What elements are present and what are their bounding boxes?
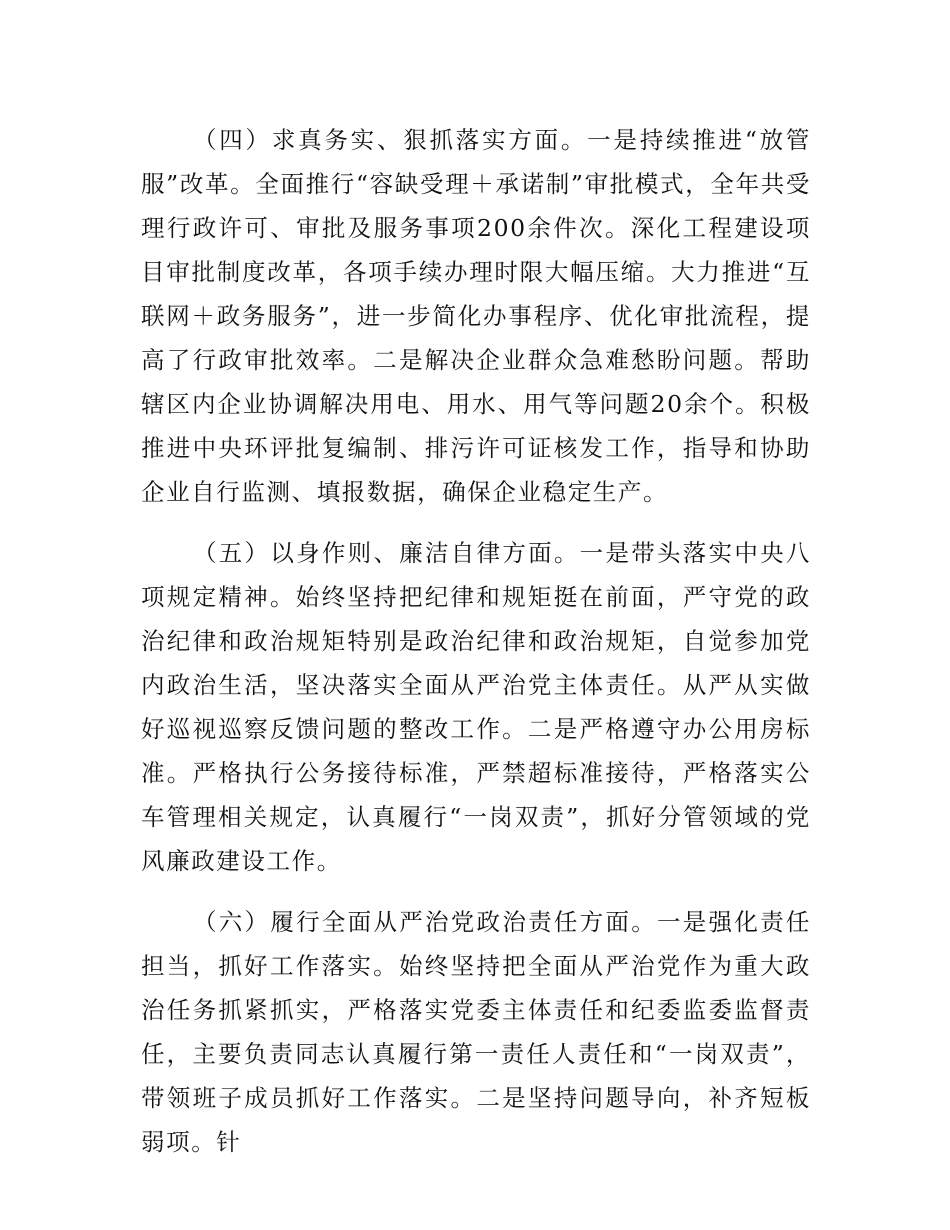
paragraph-section-6: （六）履行全面从严治党政治责任方面。一是强化责任担当，抓好工作落实。始终坚持把全面从严治党作为重大政治任务抓紧抓实，严格落实党委主体责任和纪委监委监督责任，主要负责同志认真履行第一责任人责任和“一岗双责”，带领班子成员抓好工作落实。二是坚持问题导向，补齐短板弱项。针 [141, 908, 811, 1156]
document-body [141, 118, 811, 1181]
paragraph-section-5: （五）以身作则、廉洁自律方面。一是带头落实中央八项规定精神。始终坚持把纪律和规矩挺在前面，严守党的政治纪律和政治规矩特别是政治纪律和政治规矩，自觉参加党内政治生活，坚决落实全面从严治党主体责任。从严从实做好巡视巡察反馈问题的整改工作。二是严格遵守办公用房标准。严格执行公务接待标准，严禁超标准接待，严格落实公车管理相关规定，认真履行“一岗双责”，抓好分管领域的党风廉政建设工作。 [141, 539, 811, 875]
paragraph-section-4: （四）求真务实、狠抓落实方面。一是持续推进“放管服”改革。全面推行“容缺受理＋承诺制”审批模式，全年共受理行政许可、审批及服务事项200余件次。深化工程建设项目审批制度改革，各项手续办理时限大幅压缩。大力推进“互联网＋政务服务”，进一步简化办事程序、优化审批流程，提高了行政审批效率。二是解决企业群众急难愁盼问题。帮助辖区内企业协调解决用电、用水、用气等问题20余个。积极推进中央环评批复编制、排污许可证核发工作，指导和协助企业自行监测、填报数据，确保企业稳定生产。 [141, 126, 811, 506]
